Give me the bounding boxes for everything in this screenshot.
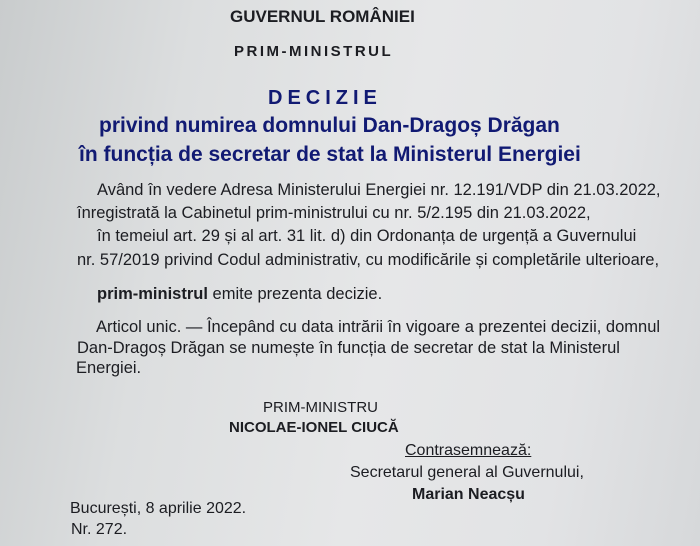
issuer-statement (97, 285, 382, 304)
decision-title: DECIZIE (268, 87, 382, 109)
decision-subject-line-1: privind numirea domnului Dan-Dragoș Drăgan (99, 114, 560, 137)
decision-number: Nr. 272. (71, 521, 128, 538)
countersign-name: Marian Neacșu (412, 486, 525, 503)
issuer-rest: emite prezenta decizie. (207, 285, 383, 303)
countersign-role: Secretarul general al Guvernului, (350, 464, 584, 481)
signatory-name: NICOLAE-IONEL CIUCĂ (229, 419, 399, 436)
decision-subject-line-2: în funcția de secretar de stat la Ministerul Energiei (79, 143, 581, 166)
signatory-role: PRIM-MINISTRU (263, 399, 378, 416)
preamble-line-3: în temeiul art. 29 și al art. 31 lit. d) din Ordonanța de urgență a Guvernului (97, 227, 637, 245)
preamble-line-4: nr. 57/2019 privind Codul administrativ, cu modificările și completările ulterioare, (77, 251, 660, 269)
article-line-3: Energiei. (76, 359, 142, 377)
article-line-1: Articol unic. — Începând cu data intrării în vigoare a prezentei decizii, domnul (96, 318, 661, 336)
preamble-line-1: Având în vedere Adresa Ministerului Energiei nr. 12.191/VDP din 21.03.2022, (97, 181, 661, 199)
countersign-label: Contrasemnează: (405, 442, 532, 459)
issuer-bold: prim-ministrul (97, 285, 208, 303)
government-heading: GUVERNUL ROMÂNIEI (230, 7, 415, 26)
place-date: București, 8 aprilie 2022. (70, 500, 247, 517)
article-line-2: Dan-Dragoș Drăgan se numește în funcția de secretar de stat la Ministerul (77, 339, 620, 357)
preamble-line-2: înregistrată la Cabinetul prim-ministrului cu nr. 5/2.195 din 21.03.2022, (77, 204, 591, 222)
office-heading: PRIM-MINISTRUL (234, 43, 394, 60)
